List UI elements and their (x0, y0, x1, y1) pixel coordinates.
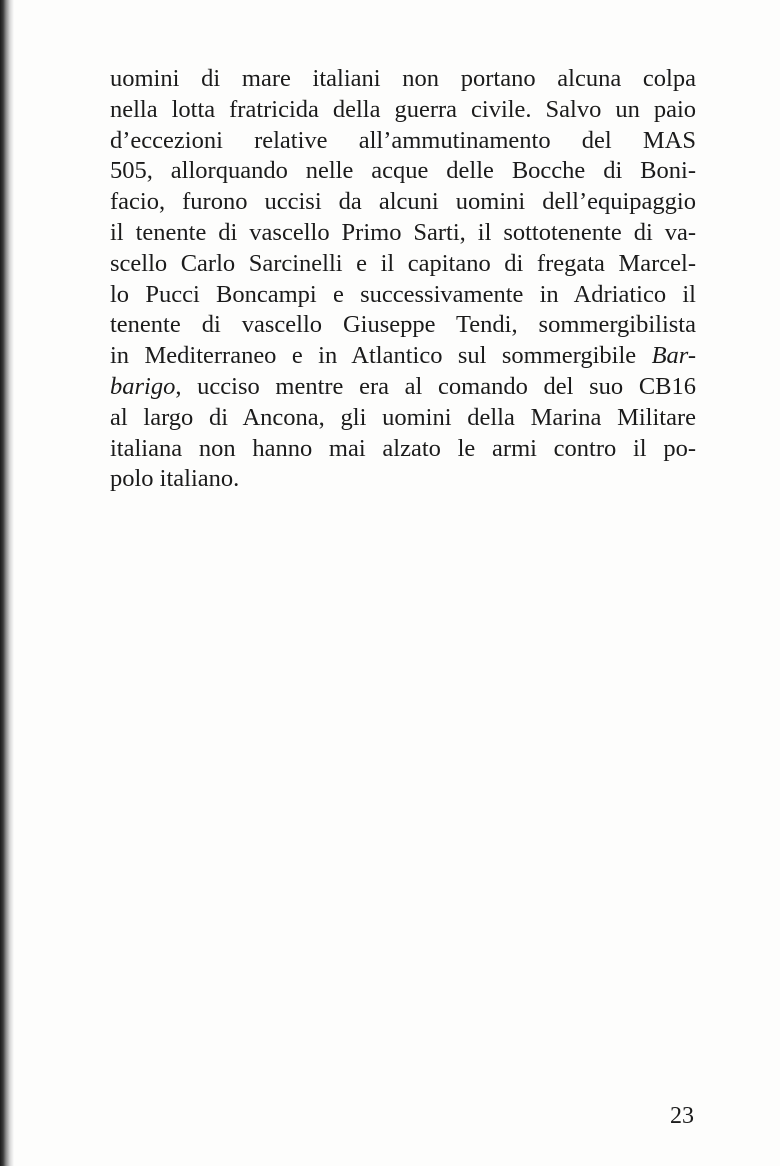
text-line: il tenente di vascello Primo Sarti, il sottotenente di va- (110, 218, 696, 246)
text-line: italiana non hanno mai alzato le armi contro il po- (110, 434, 696, 462)
text-line: al largo di Ancona, gli uomini della Marina Militare (110, 403, 696, 431)
text-line: d’eccezioni relative all’ammutinamento del MAS (110, 126, 696, 154)
body-text (110, 64, 696, 495)
binding-shadow (0, 0, 14, 1166)
page-number: 23 (670, 1103, 694, 1129)
ship-name-italic: barigo (110, 372, 176, 400)
text-line: scello Carlo Sarcinelli e il capitano di fregata Marcel- (110, 249, 696, 277)
text-line-with-italic (110, 372, 696, 403)
text-line-with-italic (110, 341, 696, 372)
ship-name-italic: Bar- (651, 342, 696, 370)
text-line: lo Pucci Boncampi e successivamente in Adriatico il (110, 280, 696, 308)
text-line: polo italiano. (110, 465, 240, 493)
text-line: tenente di vascello Giuseppe Tendi, sommergibilista (110, 311, 696, 339)
text-line: uomini di mare italiani non portano alcuna colpa (110, 65, 696, 92)
text-line: 505, allorquando nelle acque delle Bocche di Boni- (110, 157, 696, 185)
text-segment: , ucciso mentre era al comando del suo CB16 (175, 372, 696, 400)
text-line: nella lotta fratricida della guerra civile. Salvo un paio (110, 95, 696, 123)
text-segment: in Mediterraneo e in Atlantico sul sommergibile (110, 342, 637, 370)
text-line: facio, furono uccisi da alcuni uomini dell’equipaggio (110, 188, 696, 216)
